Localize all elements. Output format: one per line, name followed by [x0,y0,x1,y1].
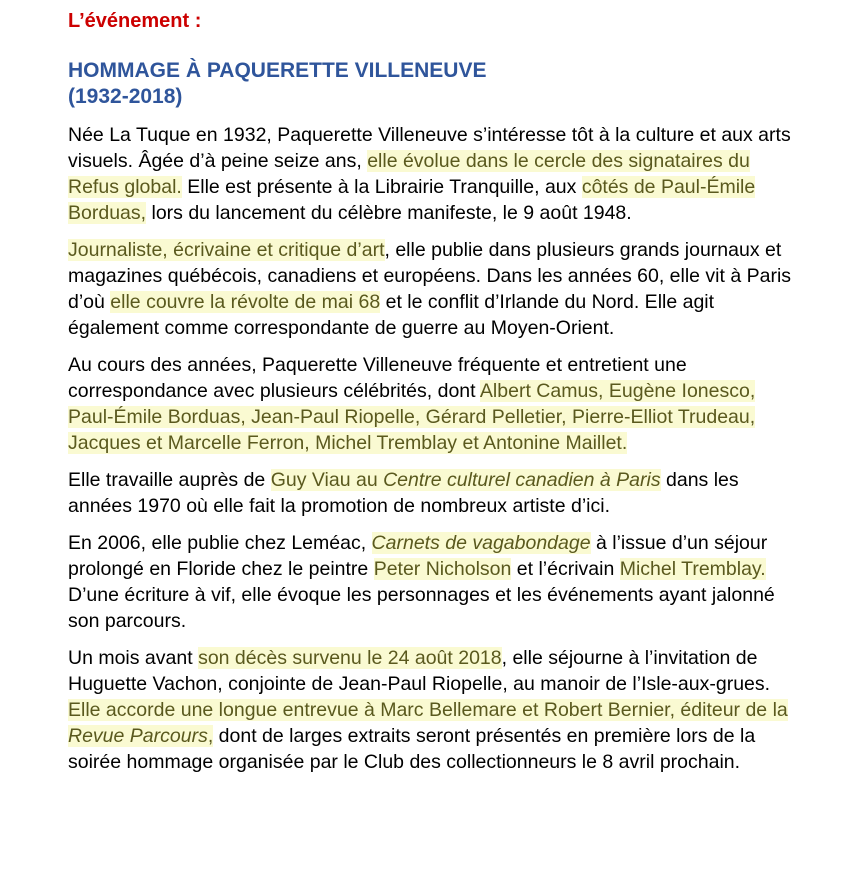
highlighted-text: côtés de Paul-Émile Borduas, [68,176,756,224]
text-segment: dans les années 1970 où elle fait la promotion de nombreux artiste d’ici. [68,469,739,517]
highlighted-text: Carnets de vagabondage [371,532,591,554]
highlighted-text: Centre culturel canadien à Paris [383,469,661,491]
text-segment: Elle est présente à la Librairie Tranquille, aux [181,176,582,198]
text-segment: Elle travaille auprès de [68,469,271,491]
highlighted-text: Elle accorde une longue entrevue à Marc Bellemare et Robert Bernier, éditeur de la [68,699,788,721]
page-title-line-1: HOMMAGE À PAQUERETTE VILLENEUVE [68,59,487,82]
text-segment: Au cours des années, Paquerette Villeneuve fréquente et entretient une correspondance avec plusieurs célébrités, dont [68,354,687,402]
paragraph-cultural-centre-work [68,467,806,519]
highlighted-text: Guy Viau au [270,469,384,491]
paragraph-journalism-career [68,237,806,341]
text-segment: à l’issue d’un séjour prolongé en Floride chez le peintre [68,532,768,580]
highlighted-text: son décès survenu le 24 août 2018 [198,647,502,669]
paragraph-celebrity-correspondence [68,352,806,456]
page-title [68,58,806,110]
text-segment: En 2006, elle publie chez Leméac, [68,532,372,554]
text-segment: dont de larges extraits seront présentés en première lors de la soirée hommage organisée par le Club des collectionneurs le 8 avril prochain. [68,725,756,773]
highlighted-text: elle couvre la révolte de mai 68 [110,291,381,313]
paragraph-final-interview [68,645,806,775]
text-segment: et le conflit d’Irlande du Nord. Elle agit également comme correspondante de guerre au Moyen-Orient. [68,291,715,339]
highlighted-text: Michel Tremblay. [619,558,766,580]
text-segment: , elle publie dans plusieurs grands journaux et magazines québécois, canadiens et européens. Dans les années 60, elle vit à Paris d’où [68,239,792,313]
highlighted-text: elle évolue dans le cercle des signataires du Refus global. [68,150,750,198]
text-segment: lors du lancement du célèbre manifeste, le 9 août 1948. [146,202,632,224]
text-segment: D’une écriture à vif, elle évoque les personnages et les événements ayant jalonné son parcours. [68,584,775,632]
paragraph-2006-publication [68,530,806,634]
text-segment: et l’écrivain [511,558,620,580]
highlighted-text: Revue Parcours [68,725,208,747]
highlighted-text: , [207,725,214,747]
highlighted-text: Journaliste, écrivaine et critique d’art [68,239,385,261]
highlighted-text: Peter Nicholson [373,558,512,580]
text-segment: , elle séjourne à l’invitation de Huguette Vachon, conjointe de Jean-Paul Riopelle, au manoir de l’Isle-aux-grues. [68,647,771,695]
paragraph-early-life [68,122,806,226]
section-label: L’événement : [68,10,202,32]
page-title-line-2: (1932-2018) [68,85,183,108]
highlighted-text: Albert Camus, Eugène Ionesco, Paul-Émile Borduas, Jean-Paul Riopelle, Gérard Pelletier, Pierre-Elliot Trudeau, Jacques et Marcelle Ferron, Michel Tremblay et Antonine Maillet. [68,380,756,454]
text-segment: Un mois avant [68,647,199,669]
text-segment: Née La Tuque en 1932, Paquerette Villeneuve s’intéresse tôt à la culture et aux arts visuels. Âgée d’à peine seize ans, [68,124,791,172]
